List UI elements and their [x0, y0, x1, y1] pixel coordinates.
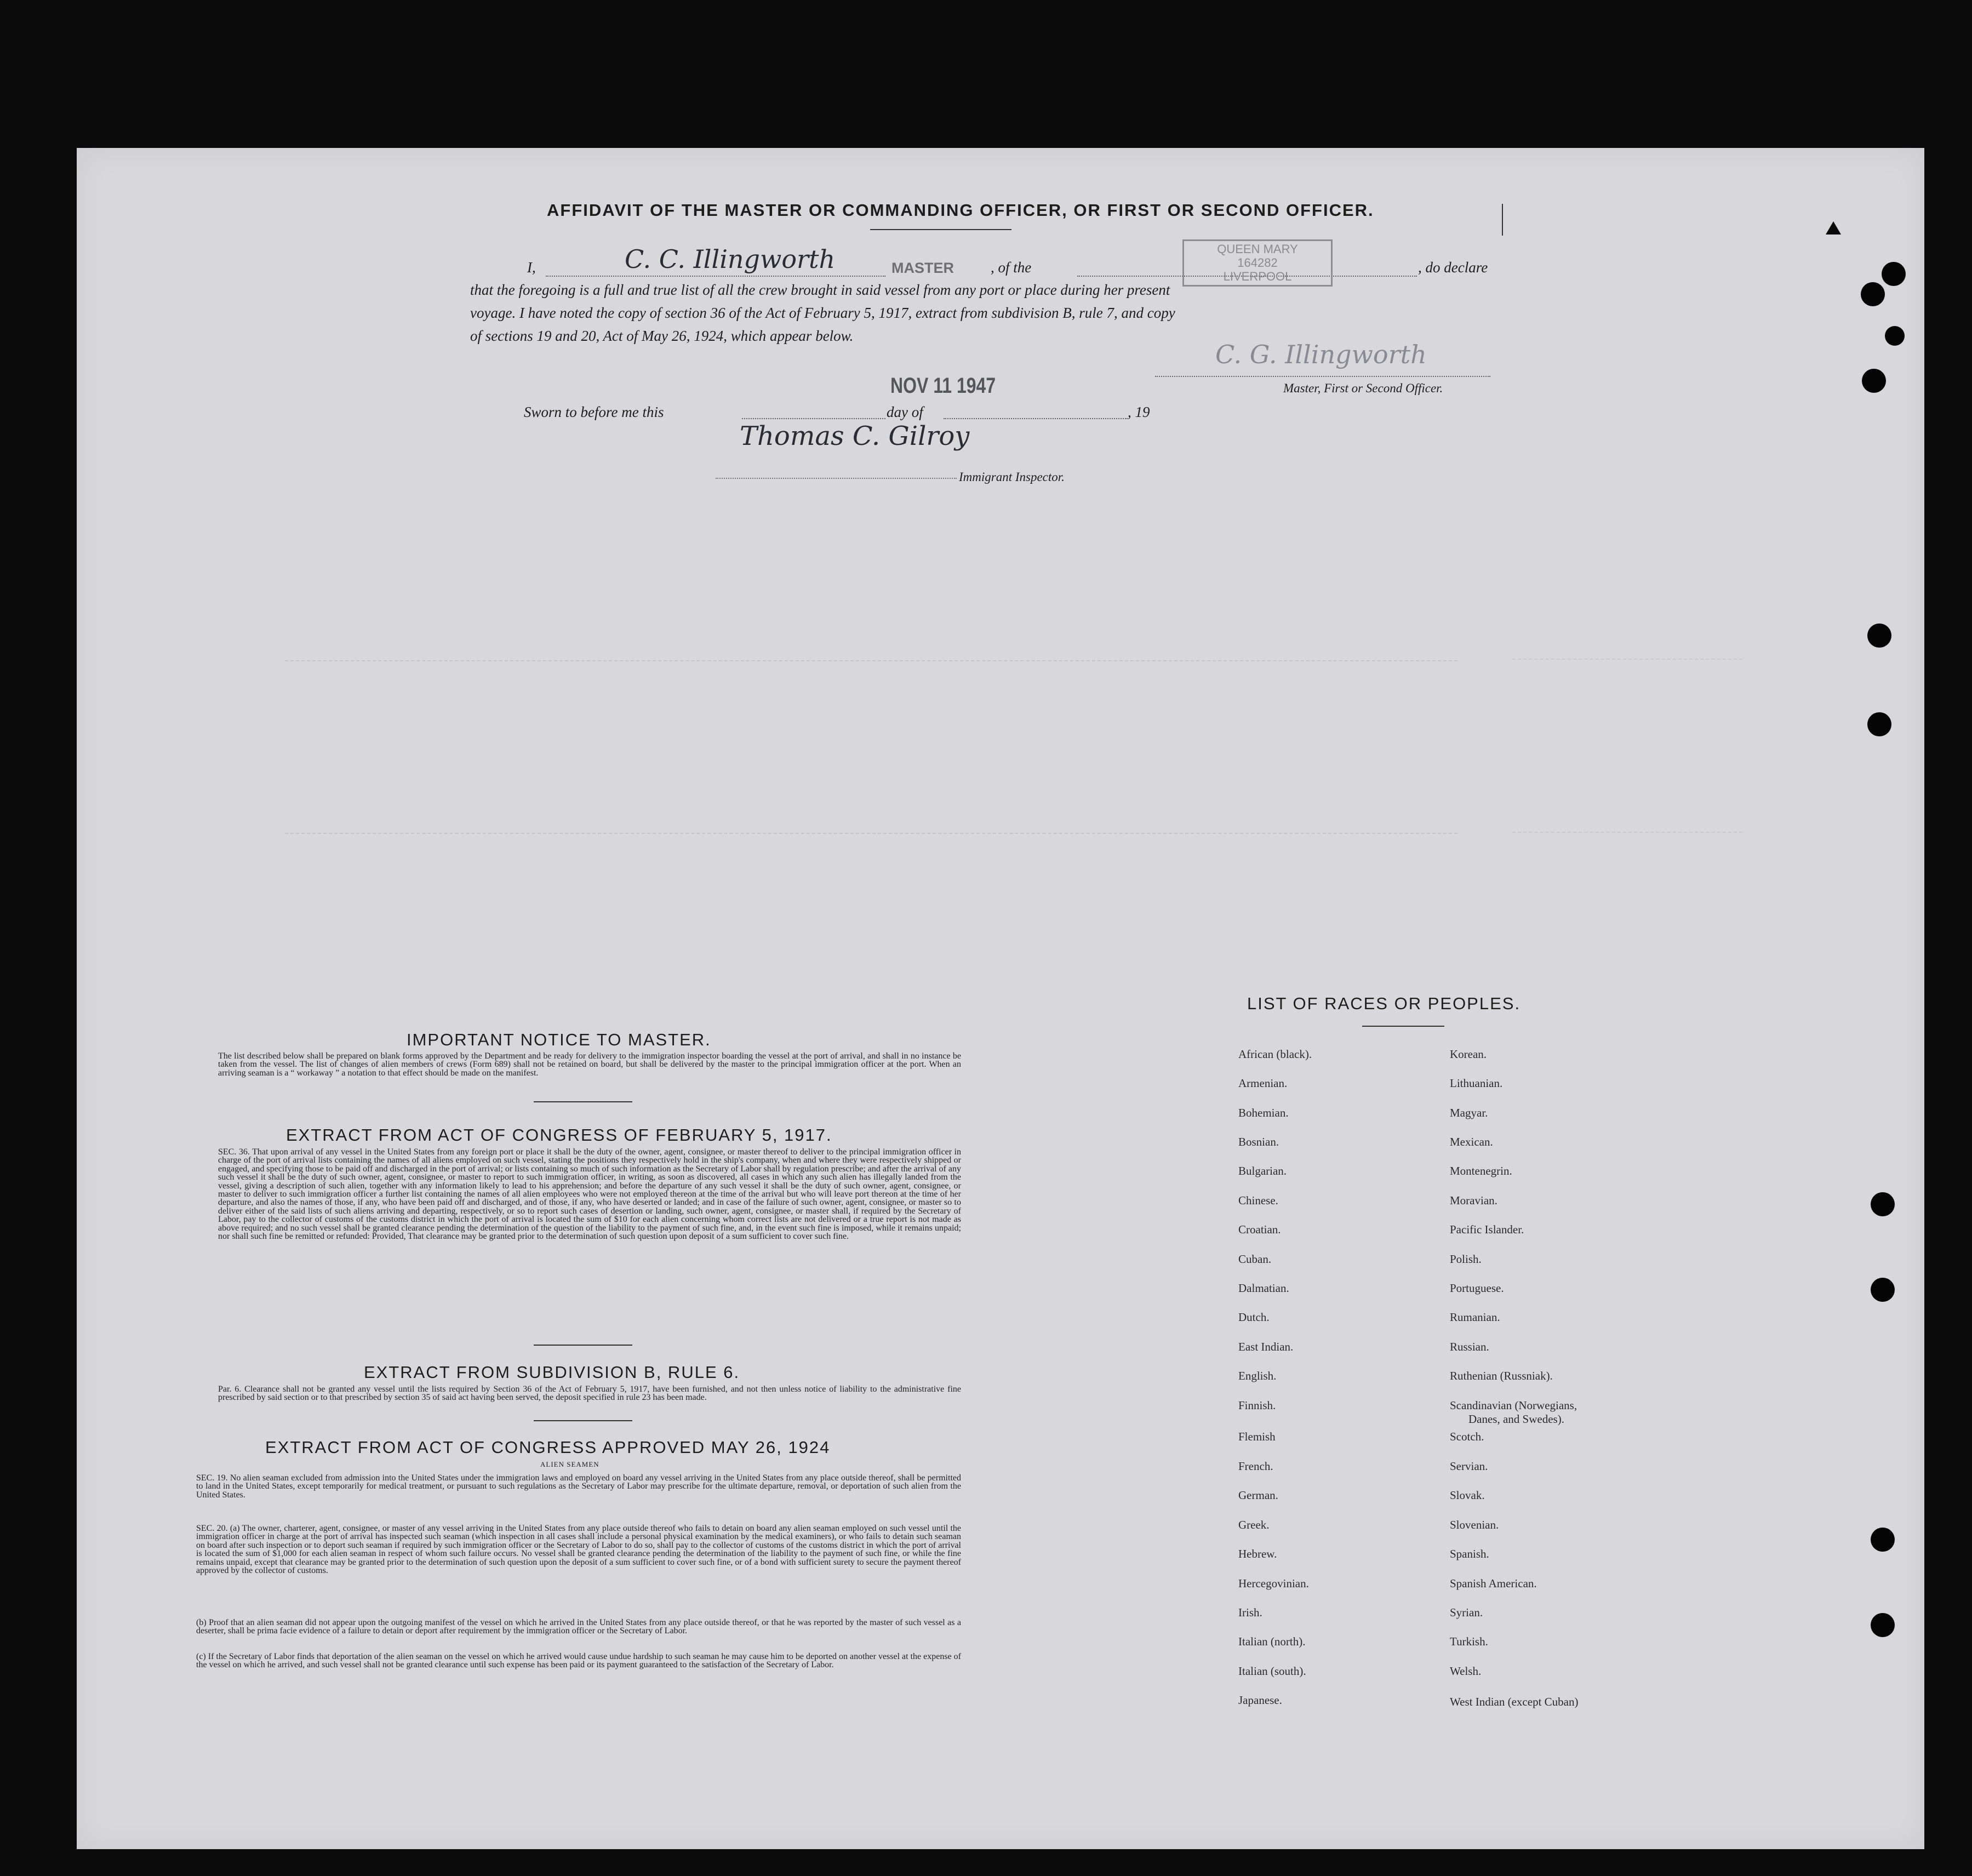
race-item: Spanish. — [1450, 1547, 1489, 1560]
race-item: Spanish American. — [1450, 1577, 1537, 1590]
master-signature-line — [1155, 376, 1490, 377]
punch-hole — [1861, 282, 1885, 306]
race-item: Finnish. — [1238, 1399, 1276, 1412]
race-item: Scandinavian (Norwegians, — [1450, 1399, 1577, 1412]
bleed-through-mark — [1512, 659, 1742, 660]
race-item: Japanese. — [1238, 1694, 1282, 1707]
section-rule — [534, 1420, 632, 1421]
master-caption: Master, First or Second Officer. — [1283, 381, 1443, 395]
race-item: Mexican. — [1450, 1135, 1493, 1148]
declarant-line — [546, 276, 885, 277]
vessel-stamp-number: 164282 — [1237, 256, 1278, 270]
affidavit-body-line: that the foregoing is a full and true list of all the crew brought in said vessel from any port or place during her present — [470, 282, 1170, 298]
extract-1924-sec20c: (c) If the Secretary of Labor finds that deportation of the alien seaman on the vessel on which he arrived would cause undue hardship to such seaman he may cause him to be deported on another vessel at the expense of the vessel on which he arrived, and such vessel shall not be granted clearance until such expense has been paid or its payment guaranteed to the satisfaction of the Secretary of Labor. — [196, 1652, 961, 1670]
race-item: Bulgarian. — [1238, 1164, 1287, 1177]
extract-1924-sec20b: (b) Proof that an alien seaman did not appear upon the outgoing manifest of the vessel on which he arrived in the United States from any place outside thereof, or that he was reported by the master of such vessel as a deserter, shall be prima facie evidence of a failure to detain or deport after requirement by the immigration officer or the Secretary of Labor. — [196, 1618, 961, 1636]
rank-stamp: MASTER — [891, 260, 954, 276]
sworn-day-label: day of — [887, 404, 923, 420]
extract-1924-title: EXTRACT FROM ACT OF CONGRESS APPROVED MAY 26, 1924 — [265, 1438, 831, 1457]
declarant-name: C. C. Illingworth — [625, 244, 836, 274]
race-item: Irish. — [1238, 1606, 1262, 1619]
do-declare-label: , do declare — [1418, 259, 1488, 276]
vessel-stamp-name: QUEEN MARY — [1217, 242, 1298, 256]
race-item: Ruthenian (Russniak). — [1450, 1369, 1553, 1382]
extract-1917-text: SEC. 36. That upon arrival of any vessel in the United States from any foreign port or place it shall be the duty of the owner, agent, consignee, or master thereof to deliver to the principal immigration officer in charge of the port of arrival lists containing the names of all aliens employed on such vessel, stating the positions they respectively hold in the ship's company, when and where they were respectively shipped or engaged, and specifying those to be paid off and discharged in the port of arrival; or lists containing so much of such information as the Secretary of Labor shall by regulation prescribe; and after the arrival of any such vessel it shall be the duty of such owner, agent, consignee, or master to report to such immigration officer, in writing, as soon as discovered, all cases in which any such alien has illegally landed from the vessel, giving a description of such alien, together with any information likely to lead to his apprehension; and before the departure of any such vessel it shall be the duty of such owner, agent, consignee, or master to deliver to such immigration officer a further list containing the names of all alien employees who were not employed thereon at the time of the arrival but who will leave port thereon at the time of her departure, and also the names of those, if any, who have been paid off and discharged, and of those, if any, who have deserted or landed; and in case of the failure of such owner, agent, consignee, or master so to deliver either of the said lists of such aliens arriving and departing, respectively, or so to report such cases of desertion or landing, such owner, agent, consignee, or master shall, if required by the Secretary of Labor, pay to the collector of customs of the customs district in which the port of arrival is located the sum of $10 for each alien concerning whom correct lists are not delivered or a true report is not made as above required; and no such vessel shall be granted clearance pending the determination of the question of the liability to the payment of such fine, and, in the event such fine is imposed, while it remains unpaid; nor shall such fine be remitted or refunded: Provided, That clearance may be granted prior to the determination of such question upon deposit of a sum sufficient to cover such fine. — [218, 1147, 961, 1242]
extract-1917-title: EXTRACT FROM ACT OF CONGRESS OF FEBRUARY 5, 1917. — [286, 1125, 832, 1145]
race-item: Dutch. — [1238, 1311, 1270, 1324]
race-item: Welsh. — [1450, 1665, 1482, 1678]
punch-hole — [1867, 624, 1891, 648]
race-item: Slovenian. — [1450, 1518, 1499, 1531]
race-item: English. — [1238, 1369, 1277, 1382]
race-item: Bosnian. — [1238, 1135, 1279, 1148]
race-item: Portuguese. — [1450, 1282, 1504, 1295]
race-item: Bohemian. — [1238, 1106, 1289, 1119]
sworn-month-line — [944, 418, 1128, 419]
section-rule — [534, 1345, 632, 1346]
race-item: Polish. — [1450, 1252, 1482, 1266]
race-item: West Indian (except Cuban) — [1450, 1695, 1579, 1708]
race-item: Flemish — [1238, 1430, 1276, 1443]
punch-hole — [1862, 369, 1886, 393]
races-rule — [1362, 1026, 1444, 1027]
extract-1924-sec19: SEC. 19. No alien seaman excluded from admission into the United States under the immigration laws and employed on board any vessel arriving in the United States from any place outside thereof, shall be permitted to land in the United States, except temporarily for medical treatment, or pursuant to such regulations as the Secretary of Labor may prescribe for the ultimate departure, removal, or deportation of such alien from the United States. — [196, 1473, 961, 1500]
bleed-through-mark — [1512, 832, 1742, 833]
sworn-day-line — [742, 418, 885, 419]
punch-hole — [1871, 1528, 1895, 1552]
race-item: Hebrew. — [1238, 1547, 1277, 1560]
title-rule — [870, 229, 1011, 230]
affidavit-body-line: of sections 19 and 20, Act of May 26, 1924, which appear below. — [470, 328, 854, 344]
bleed-through-mark — [285, 833, 1457, 834]
race-item: Turkish. — [1450, 1635, 1488, 1648]
bleed-through-mark — [285, 660, 1457, 661]
race-item: Moravian. — [1450, 1194, 1497, 1207]
affidavit-body-line: voyage. I have noted the copy of section 36 of the Act of February 5, 1917, extract from subdivision B, rule 7, and copy — [470, 305, 1175, 321]
race-item: Armenian. — [1238, 1077, 1288, 1090]
race-item: Italian (south). — [1238, 1665, 1306, 1678]
race-item: Chinese. — [1238, 1194, 1278, 1207]
punch-hole — [1885, 326, 1905, 346]
race-item: Greek. — [1238, 1518, 1270, 1531]
race-item: Scotch. — [1450, 1430, 1484, 1443]
punch-hole — [1871, 1192, 1895, 1216]
inspector-signature-line — [716, 478, 957, 479]
inspector-signature: Thomas C. Gilroy — [740, 421, 970, 451]
races-title: LIST OF RACES OR PEOPLES. — [1247, 994, 1521, 1013]
document-sheet — [77, 148, 1924, 1849]
sworn-year-label: , 19 — [1128, 404, 1150, 420]
margin-tick — [1502, 204, 1503, 236]
extract-rule6-title: EXTRACT FROM SUBDIVISION B, RULE 6. — [364, 1363, 740, 1382]
vessel-stamp — [1182, 239, 1333, 287]
race-item: Magyar. — [1450, 1106, 1488, 1119]
race-item: Russian. — [1450, 1340, 1489, 1353]
punch-hole — [1871, 1613, 1895, 1637]
race-item: Italian (north). — [1238, 1635, 1306, 1648]
inspector-caption: Immigrant Inspector. — [959, 470, 1065, 484]
race-item: Slovak. — [1450, 1489, 1485, 1502]
extract-rule6-text: Par. 6. Clearance shall not be granted any vessel until the lists required by Section 36 of the Act of February 5, 1917, have been furnished, and not then unless notice of liability to the administrative fine prescribed by said section or to that prescribed by section 35 of said act having been served, the deposit specified in rule 23 has been made. — [218, 1385, 961, 1403]
race-item: Danes, and Swedes). — [1468, 1412, 1564, 1426]
extract-1924-sec20a: SEC. 20. (a) The owner, charterer, agent, consignee, or master of any vessel arriving in the United States from any place outside thereof who fails to detain on board any alien seaman employed on such vessel until the immigration officer in charge at the port of arrival has inspected such seaman (which inspection in all cases shall include a personal physical examination by the medical examiners), or who fails to detain such seaman on board after such inspection or to deport such seaman if required by such immigration officer or the Secretary of Labor to do so, shall pay to the collector of customs of the customs district in which the port of arrival is located the sum of $1,000 for each alien seaman in respect of whom such failure occurs. No vessel shall be granted clearance pending the determination of the liability to the payment of such fine, or while the fine remains unpaid, except that clearance may be granted prior to the determination of such question upon the deposit of a sum sufficient to cover such fine, or of a bond with sufficient surety to secure the payment thereof approved by the collector of customs. — [196, 1524, 961, 1576]
punch-hole — [1882, 262, 1906, 286]
race-item: Korean. — [1450, 1048, 1487, 1061]
master-signature: C. G. Illingworth — [1215, 340, 1427, 369]
race-item: Servian. — [1450, 1460, 1488, 1473]
punch-hole — [1867, 712, 1891, 736]
race-item: Pacific Islander. — [1450, 1223, 1524, 1236]
race-item: Hercegovinian. — [1238, 1577, 1309, 1590]
notice-title: IMPORTANT NOTICE TO MASTER. — [407, 1030, 711, 1049]
race-item: French. — [1238, 1460, 1273, 1473]
notice-text: The list described below shall be prepared on blank forms approved by the Department and be ready for delivery to the immigration inspector boarding the vessel at the port of arrival, and shall in no instance be taken from the vessel. The list of changes of alien members of crews (Form 689) shall not be retained on board, but shall be delivered by the master to the principal immigration officer at the port. When an arriving seaman is a “ workaway ” a notation to that effect should be made on the manifest. — [218, 1051, 961, 1078]
punch-hole — [1871, 1278, 1895, 1302]
section-rule — [534, 1101, 632, 1102]
race-item: Lithuanian. — [1450, 1077, 1503, 1090]
corner-mark-icon — [1826, 221, 1841, 234]
extract-1924-subtitle: ALIEN SEAMEN — [540, 1460, 599, 1468]
declarant-prefix: I, — [527, 259, 536, 276]
race-item: Croatian. — [1238, 1223, 1281, 1236]
vessel-stamp-port: LIVERPOOL — [1223, 270, 1292, 283]
of-the-label: , of the — [991, 259, 1032, 276]
race-item: German. — [1238, 1489, 1278, 1502]
race-item: Dalmatian. — [1238, 1282, 1289, 1295]
sworn-prefix: Sworn to before me this — [524, 404, 664, 420]
race-item: Montenegrin. — [1450, 1164, 1512, 1177]
race-item: Syrian. — [1450, 1606, 1483, 1619]
race-item: East Indian. — [1238, 1340, 1294, 1353]
date-stamp: NOV 11 1947 — [890, 374, 996, 398]
race-item: Cuban. — [1238, 1252, 1272, 1266]
affidavit-title: AFFIDAVIT OF THE MASTER OR COMMANDING OFFICER, OR FIRST OR SECOND OFFICER. — [547, 201, 1374, 220]
race-item: Rumanian. — [1450, 1311, 1500, 1324]
race-item: African (black). — [1238, 1048, 1312, 1061]
